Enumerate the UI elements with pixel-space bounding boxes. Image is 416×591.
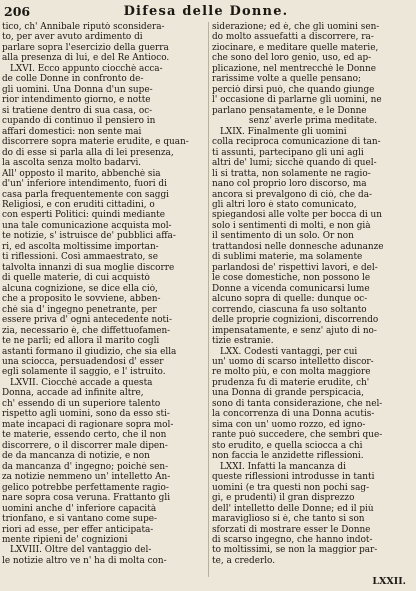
text-line: solo i sentimenti di molti, e non già	[212, 220, 371, 231]
right-text-column	[212, 22, 414, 566]
text-line: te notizie, s' istruisce de' pubblici affa-	[2, 231, 176, 242]
text-line: de colle Donne in confronto de-	[2, 74, 144, 85]
text-line: LXVII. Ciocchè accade a questa	[10, 377, 153, 388]
text-line: trattandosi nelle donnesche adunanze	[212, 241, 384, 252]
text-line: la ascolta senza molto badarvi.	[2, 158, 142, 169]
text-line: parlandosi de' rispettivi lavori, e del-	[212, 262, 378, 273]
text-line: sforzati di mostrare esser le Donne	[212, 524, 371, 535]
text-line: astanti formano il giudizio, che sia ella	[2, 346, 177, 357]
text-line: re molto più, e con molta maggiore	[212, 367, 371, 378]
text-line: correndo, ciascuna fa uso soltanto	[212, 304, 367, 315]
text-line: ch' essendo di un superiore talento	[2, 398, 161, 409]
text-line: mate incapaci di ragionare sopra mol-	[2, 419, 174, 430]
text-line: Donne a vicenda comunicarsi lume	[212, 283, 370, 294]
text-line: tizie estranie.	[212, 336, 274, 347]
text-line: rior intendimento giorno, e notte	[2, 95, 151, 106]
text-line: essere priva d' ogni antecedente noti-	[2, 315, 172, 326]
text-line: cupando di continuo il pensiero in	[2, 116, 156, 127]
text-line: d'un' inferiore intendimento, fuori di	[2, 179, 167, 190]
text-line: Donna, accade ad infinite altre,	[2, 388, 144, 399]
text-line: colla reciproca comunicazione di tan-	[212, 137, 381, 148]
text-line: la concorrenza di una Donna acutis-	[212, 409, 375, 420]
text-line: te, a crederlo.	[212, 555, 276, 566]
text-line: da mancanza d' ingegno; poichè sen-	[2, 461, 169, 472]
text-line: sima con un' uomo rozzo, ed igno-	[212, 419, 366, 430]
text-line: alla presenza di lui, e del Re Antioco.	[2, 53, 170, 64]
text-line: dell' intelletto delle Donne; ed il più	[212, 503, 374, 514]
text-line: rarissime volte a quelle pensano;	[212, 74, 361, 85]
text-line: queste riflessioni introdusse in tanti	[212, 472, 375, 483]
text-line: Religiosi, e con eruditi cittadini, o	[2, 199, 155, 210]
text-line: gelico potrebbe perfettamente ragio-	[2, 482, 169, 493]
text-line: spiegandosi alle volte per bocca di un	[212, 210, 382, 221]
text-line: to moltissimi, se non la maggior par-	[212, 545, 378, 556]
text-line: prudenza fu di materie erudite, ch'	[212, 377, 370, 388]
text-line: plicazione, nel mentrecchè le Donne	[212, 63, 376, 74]
text-line: parlano pensatamente, e le Donne	[212, 105, 367, 116]
text-line: impensatamente, e senz' ajuto di no-	[212, 325, 377, 336]
text-line: gli uomini. Una Donna d'un supe-	[2, 84, 153, 95]
text-line: il sentimento di un solo. Or non	[212, 231, 354, 242]
running-title: Difesa delle Donne.	[123, 4, 289, 19]
running-header	[4, 4, 408, 20]
text-line: discorrere sopra materie erudite, e quan-	[2, 137, 189, 148]
text-line: ziocinare, e meditare quelle materie,	[212, 42, 379, 53]
text-line: de da mancanza di notizie, e non	[2, 451, 150, 462]
text-line: mente ripieni de' cognizioni	[2, 534, 128, 545]
text-line: che sono del loro genio, uso, ed ap-	[212, 53, 372, 64]
text-line: zia, necessario è, che diffettuofamen-	[2, 325, 171, 336]
column-divider	[208, 22, 209, 577]
text-line: nare sopra cosa veruna. Frattanto gli	[2, 493, 171, 504]
text-line: uomini anche d' inferiore capacità	[2, 503, 157, 514]
text-line: ancora si prevalgono di ciò, che da-	[212, 189, 372, 200]
text-line: riori ad esse, per effer anticipata-	[2, 524, 154, 535]
text-line: altri de' lumi; sicchè quando di quel-	[212, 158, 377, 169]
text-line: una tale comunicazione acquista mol-	[2, 220, 172, 231]
text-line: perciò dirsi può, che quando giunge	[212, 84, 375, 95]
text-line: l' occasione di parlarne gli uomini, ne	[212, 95, 382, 106]
text-line: le cose domestiche, non possono le	[212, 273, 371, 284]
text-line: sto erudito, e quella sciocca a chi	[212, 440, 363, 451]
text-line: alcuno sopra di quelle: dunque oc-	[212, 294, 368, 305]
text-line: sono di tanta considerazione, che nel-	[212, 398, 383, 409]
text-line: do di esse si parla alla di lei presenza,	[2, 147, 174, 158]
text-line: di sublimi materie, ma solamente	[212, 252, 363, 263]
text-line: maraviglioso si è, che tanto si son	[212, 514, 365, 525]
text-line: trionfano, e si vantano come supe-	[2, 514, 158, 525]
text-line: chè sia d' ingegno penetrante, per	[2, 304, 157, 315]
text-line: LXXI. Infatti la mancanza di	[220, 461, 346, 472]
text-line: ri, ed ascolta moltissime importan-	[2, 241, 159, 252]
text-line: LXIX. Finalmente gli uomini	[220, 126, 347, 137]
text-line: una Donna di grande perspicacia,	[212, 388, 365, 399]
text-line: tico, ch' Annibale riputò sconsidera-	[2, 22, 165, 32]
text-line: alcuna cognizione, se dice ella ciò,	[2, 283, 158, 294]
text-line: do molto assuefatti a discorrere, ra-	[212, 32, 374, 43]
text-line: siderazione; ed è, che gli uomini sen-	[212, 22, 380, 32]
text-line: gi, e prudenti) il gran disprezzo	[212, 493, 355, 504]
left-text-column	[2, 22, 201, 566]
text-line: parlare sopra l'esercizio della guerra	[2, 42, 169, 53]
text-line: talvolta innanzi di sua moglie discorre	[2, 262, 175, 273]
text-line: le notizie altro ve n' ha di molta con-	[2, 555, 167, 566]
text-line: casa parla frequentemente con saggi	[2, 189, 169, 200]
text-line: uomini (e tra questi non pochi sag-	[212, 482, 370, 493]
text-line: rispetto agli uomini, sono da esso sti-	[2, 409, 170, 420]
text-line: che a proposito le sovviene, abben-	[2, 294, 161, 305]
text-line: All' opposto il marito, abbenchè sia	[2, 168, 161, 179]
text-line: con esperti Politici: quindi mediante	[2, 210, 166, 221]
text-line: te materie, essendo certo, che il non	[2, 430, 167, 441]
text-line: LXVIII. Oltre del vantaggio del-	[10, 545, 152, 556]
text-line: affari domestici: non sente mai	[2, 126, 142, 137]
catchword: LXXII.	[372, 576, 406, 587]
page-number: 206	[4, 4, 31, 19]
text-line: una sciocca, persuadendosi d' esser	[2, 357, 164, 367]
text-line: non faccia le anzidette riflessioni.	[212, 451, 364, 462]
text-line: rante può succedere, che sembri que-	[212, 430, 383, 441]
text-line: di quelle materie, di cui acquistò	[2, 273, 150, 284]
text-line: gli altri loro è stato comunicato,	[212, 199, 357, 210]
text-line: egli solamente il saggio, e l' istruito.	[2, 367, 166, 378]
text-line: LXVI. Ecco appunto ciocchè acca-	[10, 63, 163, 74]
text-line: ti riflessioni. Così ammaestrato, se	[2, 252, 158, 263]
text-line: li si tratta, non solamente ne ragio-	[212, 168, 371, 179]
text-line: delle proprie cognizioni, discorrendo	[212, 315, 379, 326]
text-line: di scarso ingegno, che hanno indot-	[212, 534, 373, 545]
text-line: si tratiene dentro di sua casa, oc-	[2, 105, 153, 116]
text-line: senz' averle prima meditate.	[248, 116, 378, 127]
text-line: un' uomo di scarso intelletto discor-	[212, 357, 374, 367]
text-line: LXX. Codesti vantaggi, per cui	[220, 346, 358, 357]
text-line: discorrere, o il discorrer male dipen-	[2, 440, 168, 451]
text-line: ti assunti, partecipano gli uni agli	[212, 147, 364, 158]
text-line: te ne parli; ed allora il marito cogli	[2, 336, 160, 347]
text-line: to, per aver avuto ardimento di	[2, 32, 143, 43]
text-line: nano col proprio loro discorso, ma	[212, 179, 367, 190]
text-line: za notizie nemmeno un' intelletto An-	[2, 472, 171, 483]
